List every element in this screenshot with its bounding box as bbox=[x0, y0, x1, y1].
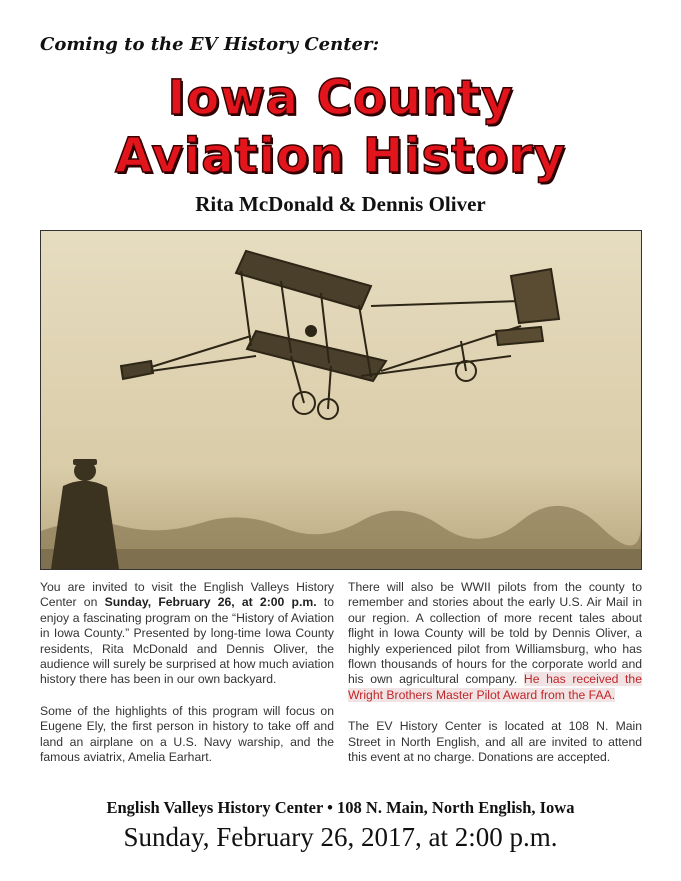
body-column-left bbox=[40, 580, 334, 781]
footer-datetime: Sunday, February 26, 2017, at 2:00 p.m. bbox=[123, 822, 558, 852]
event-date-bold: Sunday, February 26, at 2:00 p.m. bbox=[104, 595, 317, 610]
location-paragraph: The EV History Center is located at 108 N. Main Street in North English, and all are invited to attend this event at no charge. Donations are accepted. bbox=[348, 719, 642, 765]
intro-paragraph bbox=[40, 580, 334, 688]
page-title-line1: Iowa County bbox=[167, 70, 514, 126]
pilots-paragraph bbox=[348, 580, 642, 703]
intro-text-b: to enjoy a fascinating program on the “History of Aviation in Iowa County.” Presented by long-time Iowa County residents, Rita McDonald and Dennis Oliver, the audience will surely be surprised at how much aviation history there has been in our own backyard. bbox=[40, 595, 335, 687]
page-title-line2: Aviation History bbox=[115, 128, 566, 184]
biplane-photo bbox=[40, 230, 642, 570]
biplane-illustration bbox=[41, 231, 641, 569]
kicker-text: Coming to the EV History Center: bbox=[40, 34, 380, 55]
body-column-right bbox=[348, 580, 642, 781]
pilots-text: There will also be WWII pilots from the county to remember and stories about the early U.S. Air Mail in our region. A collection of more recent tales about flight in Iowa County will be told by Dennis Oliver, a highly experienced pilot from Williamsburg, who has flown thousands of hours for the corporate world and his own agricultural company. bbox=[348, 580, 642, 687]
highlights-paragraph: Some of the highlights of this program will focus on Eugene Ely, the first person in history to take off and land an airplane on a U.S. Navy warship, and the famous aviatrix, Amelia Earhart. bbox=[40, 703, 334, 765]
intro-text-a: You are invited to visit the English Valleys History Center on bbox=[40, 580, 334, 610]
footer-location: English Valleys History Center • 108 N. Main, North English, Iowa bbox=[106, 798, 575, 817]
presenters-byline: Rita McDonald & Dennis Oliver bbox=[195, 192, 486, 216]
award-highlight: He has received the Wright Brothers Master Pilot Award from the FAA. bbox=[348, 672, 642, 702]
